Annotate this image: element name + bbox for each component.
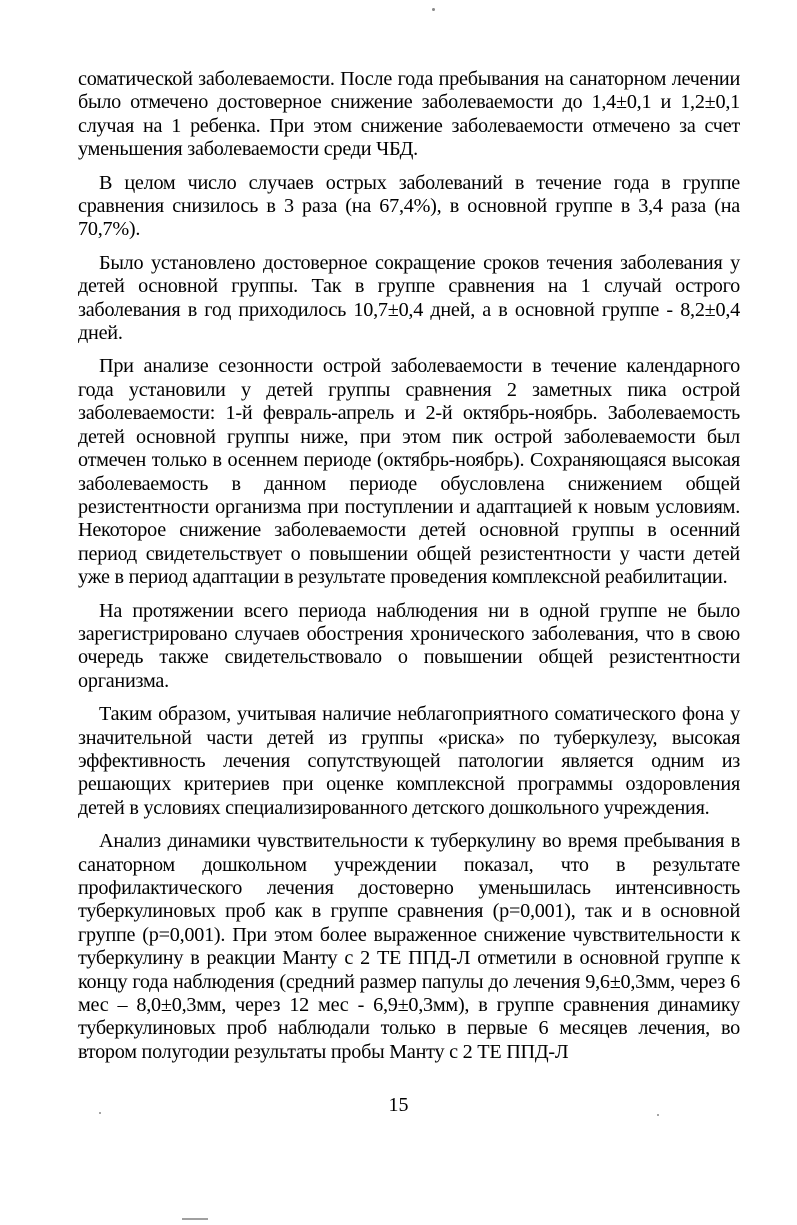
paragraph: соматической заболеваемости. После года пребывания на санаторном лечении было отмечено достоверное снижение заболеваемости до 1,4±0,1 и 1,2±0,1 случая на 1 ребенка. При этом снижение заболеваемости отмечено за счет уменьшения заболеваемости среди ЧБД. [78,68,740,161]
scan-smudge [182,1211,208,1220]
paragraph: Таким образом, учитывая наличие неблагоприятного соматического фона у значительной части детей из группы «риска» по туберкулезу, высокая эффективность лечения сопутствующей патологии является одним из решающих критериев при оценке комплексной программы оздоровления детей в условиях специализированного детского дошкольного учреждения. [78,703,740,819]
paragraph: На протяжении всего периода наблюдения ни в одной группе не было зарегистрировано случаев обострения хронического заболевания, что в свою очередь также свидетельствовало о повышении общей резистентности организма. [78,599,740,692]
paragraph: При анализе сезонности острой заболеваемости в течение календарного года установили у детей группы сравнения 2 заметных пика острой заболеваемости: 1-й февраль-апрель и 2-й октябрь-ноябрь. Заболеваемость детей основной группы ниже, при этом пик острой заболеваемости был отмечен только в осеннем периоде (октябрь-ноябрь). Сохраняющаяся высокая заболеваемость в данном периоде обусловлена снижением общей резистентности организма при поступлении и адаптацией к новым условиям. Некоторое снижение заболеваемости детей основной группы в осенний период свидетельствует о повышении общей резистентности у части детей уже в период адаптации в результате проведения комплексной реабилитации. [78,355,740,589]
paragraph: Было установлено достоверное сокращение сроков течения заболевания у детей основной группы. Так в группе сравнения на 1 случай острого заболевания в год приходилось 10,7±0,4 дней, а в основной группе - 8,2±0,4 дней. [78,251,740,345]
paragraph: В целом число случаев острых заболеваний в течение года в группе сравнения снизилось в 3 раза (на 67,4%), в основной группе в 3,4 раза (на 70,7%). [78,171,740,241]
page-number: 15 [388,1094,409,1116]
paragraph: Анализ динамики чувствительности к туберкулину во время пребывания в санаторном дошкольном учреждении показал, что в результате профилактического лечения достоверно уменьшилась интенсивность туберкулиновых проб как в группе сравнения (p=0,001), так и в основной группе (p=0,001). При этом более выраженное снижение чувствительности к туберкулину в реакции Манту с 2 ТЕ ППД-Л отметили в основной группе к концу года наблюдения (средний размер папулы до лечения 9,6±0,3мм, через 6 мес – 8,0±0,3мм, через 12 мес - 6,9±0,3мм), в группе сравнения динамику туберкулиновых проб наблюдали только в первые 6 месяцев лечения, во втором полугодии результаты пробы Манту с 2 ТЕ ППД-Л [78,830,740,1063]
scan-speck [432,8,435,11]
body-text [78,68,740,1074]
